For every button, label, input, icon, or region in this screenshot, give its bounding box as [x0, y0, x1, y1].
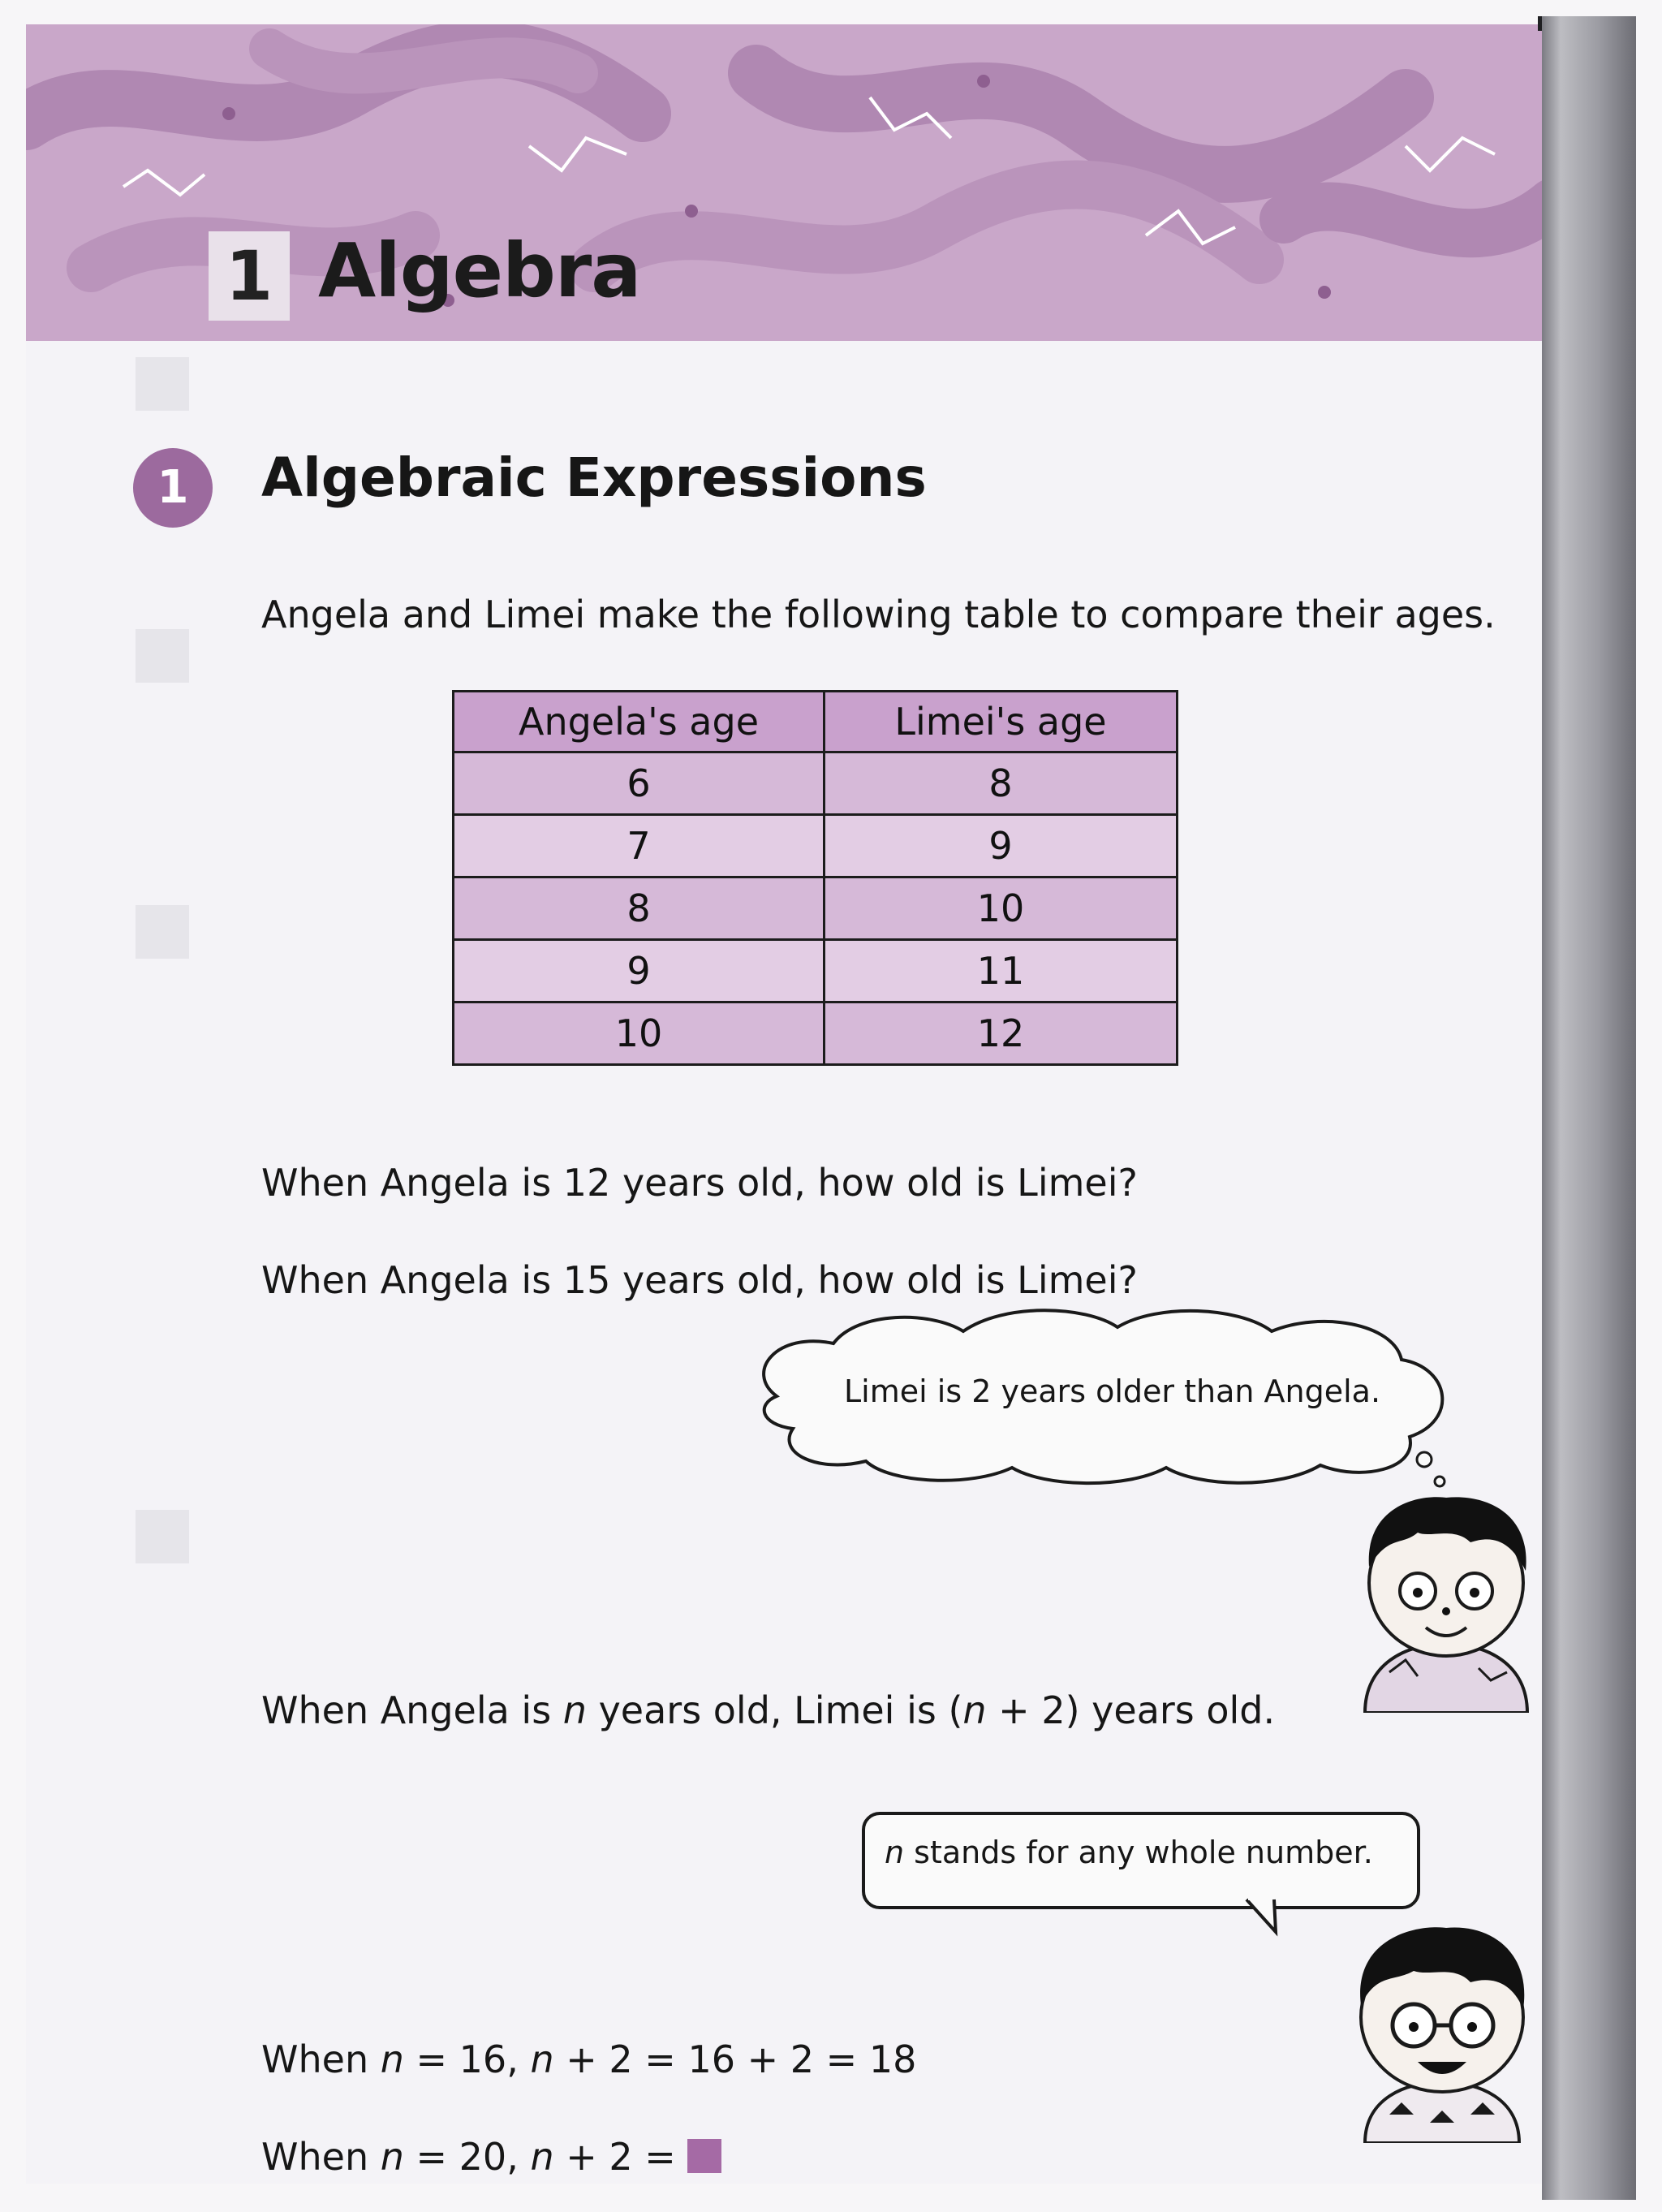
table-cell: 8	[825, 752, 1178, 815]
example-text-part: = 16,	[403, 2037, 531, 2081]
variable-n: n	[530, 2037, 554, 2081]
speech-text-part: stands for any whole number.	[904, 1835, 1373, 1870]
table-cell: 6	[454, 752, 825, 815]
example-text-part: = 20,	[403, 2135, 531, 2179]
table-cell: 12	[825, 1003, 1178, 1065]
bleed-through-mark	[136, 629, 189, 683]
book-binding	[1542, 16, 1636, 2200]
column-header: Limei's age	[825, 692, 1178, 752]
thought-bubble-text: Limei is 2 years older than Angela.	[844, 1373, 1381, 1409]
intro-text: Angela and Limei make the following table to compare their ages.	[261, 593, 1496, 636]
boy-character-icon	[1333, 1477, 1560, 1713]
chapter-number: 1	[209, 231, 290, 321]
speech-bubble-tail	[1243, 1896, 1292, 1937]
rule-text-part: + 2) years old.	[986, 1688, 1276, 1732]
speech-bubble-text	[885, 1835, 1373, 1870]
bleed-through-mark	[136, 357, 189, 411]
variable-n: n	[962, 1688, 987, 1732]
textbook-page	[26, 24, 1569, 2184]
variable-n: n	[885, 1835, 905, 1870]
example-text-part: When	[261, 2135, 381, 2179]
question-2: When Angela is 15 years old, how old is Limei?	[261, 1258, 1138, 1302]
example-text-part: + 2 =	[553, 2135, 688, 2179]
variable-n: n	[380, 2135, 404, 2179]
rule-text-part: When Angela is	[261, 1688, 563, 1732]
example-text-part: When	[261, 2037, 381, 2081]
table-row	[454, 752, 1178, 815]
age-table	[452, 690, 1178, 1066]
table-cell: 9	[454, 940, 825, 1003]
variable-n: n	[562, 1688, 587, 1732]
table-cell: 10	[454, 1003, 825, 1065]
table-cell: 7	[454, 815, 825, 877]
table-header-row	[454, 692, 1178, 752]
example-text-part: + 2 = 16 + 2 = 18	[553, 2037, 917, 2081]
table-row	[454, 877, 1178, 940]
section-title: Algebraic Expressions	[261, 446, 927, 509]
table-cell: 8	[454, 877, 825, 940]
bleed-through-mark	[136, 905, 189, 959]
column-header: Angela's age	[454, 692, 825, 752]
bleed-through-mark	[136, 1510, 189, 1563]
section-number-badge: 1	[133, 448, 213, 528]
table-cell: 9	[825, 815, 1178, 877]
question-1: When Angela is 12 years old, how old is Limei?	[261, 1161, 1138, 1205]
answer-box	[687, 2139, 721, 2173]
rule-text-part: years old, Limei is (	[586, 1688, 963, 1732]
table-row	[454, 815, 1178, 877]
table-cell: 11	[825, 940, 1178, 1003]
general-rule-text	[261, 1688, 1275, 1732]
variable-n: n	[380, 2037, 404, 2081]
example-2	[261, 2135, 721, 2179]
table-cell: 10	[825, 877, 1178, 940]
variable-n: n	[530, 2135, 554, 2179]
example-1	[261, 2037, 916, 2081]
table-row	[454, 940, 1178, 1003]
table-row	[454, 1003, 1178, 1065]
chapter-title: Algebra	[318, 227, 641, 314]
boy-with-glasses-icon	[1324, 1908, 1560, 2143]
